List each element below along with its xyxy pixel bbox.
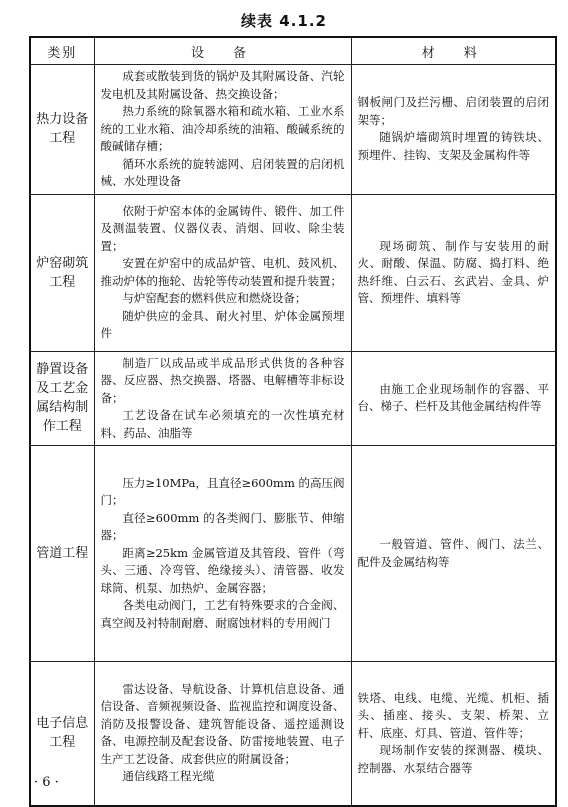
header-category: 类别 [30, 37, 94, 65]
device-paragraph: 热力系统的除氧器水箱和疏水箱、工业水系统的工业水箱、油冷却系统的油箱、酸碱系统的酸碱储存槽； [100, 104, 345, 153]
device-paragraph: 安置在炉窑中的成品炉管、电机、鼓风机、推动炉体的拖轮、齿轮等传动装置和提升装置； [100, 256, 345, 288]
header-device: 设 备 [94, 37, 351, 65]
table-row [30, 662, 556, 806]
row-category: 管道工程 [30, 446, 94, 662]
row-device-cell [94, 65, 351, 195]
device-paragraph: 压力≥10MPa，且直径≥600mm 的高压阀门； [100, 475, 345, 508]
row-category: 静置设备及工艺金属结构制作工程 [30, 351, 94, 446]
page-number: · 6 · [34, 775, 59, 790]
row-device-cell [94, 351, 351, 446]
device-paragraph: 制造厂以成品或半成品形式供货的各种容器、反应器、热交换器、塔器、电解槽等非标设备； [100, 355, 345, 405]
row-category: 热力设备工程 [30, 65, 94, 195]
row-device-cell [94, 662, 351, 806]
device-paragraph: 距离≥25km 金属管道及其管段、管件（弯头、三通、冷弯管、绝缘接头）、清管器、收发球筒、机泵、加热炉、金属容器； [100, 545, 345, 595]
table-row [30, 194, 556, 351]
row-device-cell [94, 194, 351, 351]
row-material-cell [351, 446, 556, 662]
material-paragraph: 现场制作安装的探测器、模块、控制器、水泵结合器等 [357, 743, 549, 775]
device-paragraph: 工艺设备在试车必须填充的一次性填充材料、药品、油脂等 [100, 408, 345, 440]
material-paragraph: 一般管道、管件、阀门、法兰、配件及金属结构等 [357, 537, 549, 569]
device-paragraph: 直径≥600mm 的各类阀门、膨胀节、伸缩器； [100, 510, 345, 543]
table-title: 续表 4.1.2 [241, 12, 327, 30]
header-row [30, 37, 556, 65]
row-material-cell [351, 65, 556, 195]
row-category: 炉窑砌筑工程 [30, 194, 94, 351]
material-paragraph: 随锅炉墙砌筑时埋置的铸铁块、预埋件、挂钩、支架及金属构件等 [357, 130, 549, 162]
row-device-cell [94, 446, 351, 662]
row-material-cell [351, 662, 556, 806]
row-material-cell [351, 194, 556, 351]
device-paragraph: 通信线路工程光缆 [122, 769, 215, 784]
table-row [30, 446, 556, 662]
material-paragraph: 铁塔、电线、电缆、光缆、机柜、插头、插座、接头、支架、桥架、立杆、底座、灯具、管道、管件等； [357, 690, 549, 740]
table-row [30, 351, 556, 446]
table-row [30, 65, 556, 195]
device-paragraph: 随炉供应的金具、耐火衬里、炉体金属预埋件 [100, 308, 345, 340]
header-material: 材 料 [351, 37, 556, 65]
device-paragraph: 与炉窑配套的燃料供应和燃烧设备； [122, 291, 307, 305]
device-paragraph: 依附于炉窑本体的金属铸件、锻件、加工件及测温装置、仪器仪表、消烟、回收、除尘装置； [100, 203, 345, 253]
equipment-material-table [29, 36, 557, 807]
material-paragraph: 由施工企业现场制作的容器、平台、梯子、栏杆及其他金属结构件等 [357, 381, 549, 414]
device-paragraph: 成套或散装到货的锅炉及其附属设备、汽轮发电机及其附属设备、热交换设备； [100, 69, 345, 101]
device-paragraph: 循环水系统的旋转滤网、启闭装置的启闭机械、水处理设备 [100, 156, 345, 188]
device-paragraph: 各类电动阀门，工艺有特殊要求的合金阀、真空阀及衬特制耐磨、耐腐蚀材料的专用阀门 [100, 598, 345, 630]
row-category: 电子信息工程 [30, 662, 94, 806]
row-material-cell [351, 351, 556, 446]
material-paragraph: 钢板闸门及拦污栅、启闭装置的启闭架等； [357, 95, 549, 127]
material-paragraph: 现场砌筑、制作与安装用的耐火、耐酸、保温、防腐、捣打料、绝热纤维、白云石、玄武岩、金具、炉管、预埋件、填料等 [357, 238, 549, 305]
device-paragraph: 雷达设备、导航设备、计算机信息设备、通信设备、音频视频设备、监视监控和调度设备、消防及报警设备、建筑智能设备、遥控遥测设备、电源控制及配套设备、防雷接地装置、电子生产工艺设备、成套供应的附属设备； [100, 681, 345, 766]
